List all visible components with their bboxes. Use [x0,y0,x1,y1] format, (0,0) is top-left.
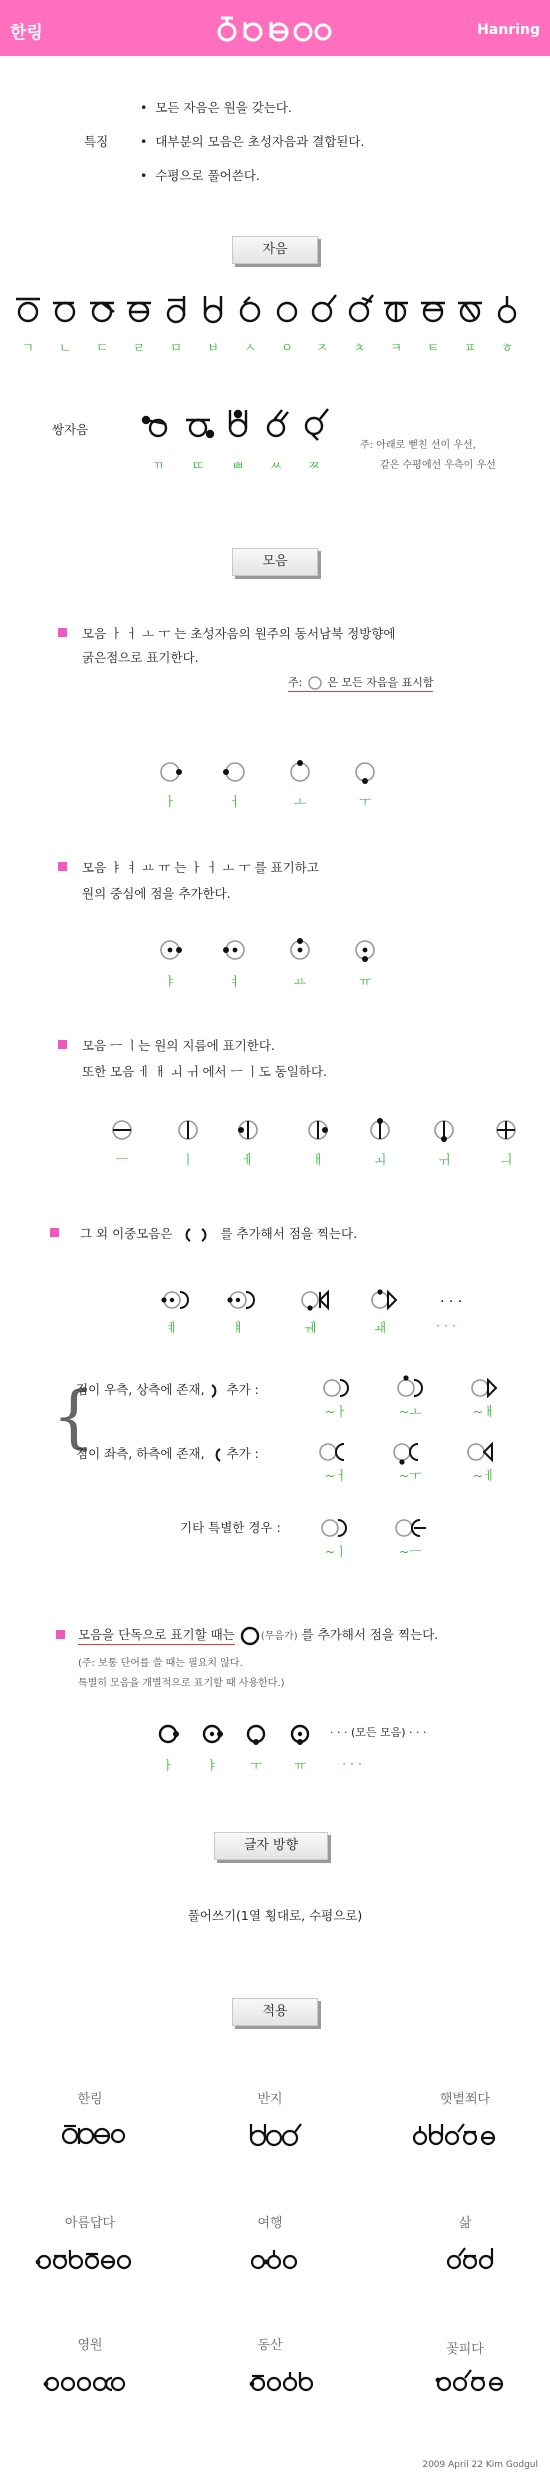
word-areumdapda-glyph [38,2250,130,2268]
consonant-p-glyph [458,303,482,321]
vowel-label: ~ㅗ [398,1404,422,1419]
double-consonant-label: 쌍자음 [52,422,89,437]
consonant-label: ㄹ [132,340,146,355]
consonant-label: ㅌ [426,340,440,355]
bullet-square [50,1228,59,1237]
double-label: ㅆ [269,458,283,473]
word-yeohaeng-glyph [252,2250,296,2268]
vowel-label: ㅕ [228,974,242,989]
empty-circle-icon [306,676,324,690]
word-label: 꽃피다 [446,2342,484,2357]
right-row-labels [316,1402,526,1420]
double-note-1: 주: 아래로 뻗친 선이 우선, [360,440,476,451]
vowel-label: ㅖ [165,1320,179,1335]
vowel-row-2-symbols [150,930,390,966]
double-d-glyph [186,420,213,437]
vowel-row-2-labels [150,972,390,990]
word-banji-glyph [251,2124,301,2145]
vowel-rule-2a: 모음 ㅑ ㅕ ㅛ ㅠ 는 ㅏ ㅓ ㅗ ㅜ 를 표기하고 [82,860,319,875]
hanring-logo-icon [215,8,335,48]
consonant-ng-glyph [278,303,296,321]
consonant-g-glyph [16,299,40,321]
section-consonants: 자음 [232,236,318,264]
consonant-m-glyph [168,296,184,322]
word-hanring-glyph [63,2126,124,2144]
word-dongsan-glyph [252,2372,312,2390]
right-rule-label: 점이 우측, 상측에 존재, 추가 : [76,1382,259,1397]
vowel-label: ㅠ [293,1758,307,1773]
vowel-label: ~ㅔ [472,1468,496,1483]
vowel-rule-5-note-1: (주: 보통 단어를 쓸 때는 필요치 않다. [78,1658,243,1669]
feature-item-2: • 대부분의 모음은 초성자음과 결합된다. [140,134,365,149]
double-b-glyph [230,410,246,436]
double-label: ㅉ [307,458,321,473]
vowel-label: ㅡ [115,1152,129,1167]
vowel-row-5-symbols [150,1716,350,1750]
double-note-2: 같은 수평에선 우측이 우선 [380,460,496,471]
consonant-label: ㅂ [206,340,220,355]
bullet-square [58,862,67,871]
word-glyphs-row-1 [0,2118,550,2152]
vowel-label: ㅔ [241,1152,255,1167]
vowel-rule-1b: 굵은점으로 표기한다. [82,650,199,665]
right-bracket-icon [209,1383,223,1399]
bracket-pair-icon [176,1226,216,1244]
special-label: 기타 특별한 경우 : [180,1520,281,1535]
double-label: ㅃ [231,458,245,473]
double-s-glyph [268,410,288,436]
vowel-label: ㅣ [181,1152,195,1167]
consonant-ch-glyph [350,295,373,321]
feature-item-1: • 모든 자음은 원을 갖는다. [140,100,292,115]
consonant-h-glyph [499,296,515,322]
left-row-symbols [316,1436,526,1466]
double-j-glyph [306,409,328,440]
vowel-rule-4: 그 외 이중모음은 를 추가해서 점을 찍는다. [80,1224,357,1244]
consonant-label: ㅅ [243,340,257,355]
left-row-labels [316,1466,526,1484]
vowel-label: ㅠ [358,974,372,989]
vowel-rule-5: 모음을 단독으로 표기할 때는 (무음가) 를 추가해서 점을 찍는다. [78,1625,438,1646]
vowel-label: ㅐ [311,1152,325,1167]
word-glyphs-row-3 [0,2366,550,2400]
footer-credit: 2009 April 22 Kim Godgul [422,2460,538,2470]
right-row-symbols [316,1372,526,1402]
consonant-label: ㄷ [95,340,109,355]
double-label: ㄲ [151,458,165,473]
consonant-label: ㄱ [21,340,35,355]
word-label: 삶 [458,2216,472,2231]
vowel-label: ㅗ [293,794,307,809]
section-application: 적용 [232,1998,318,2026]
vowel-label: ㅚ [373,1152,387,1167]
word-yeongwon-glyph [46,2378,124,2390]
word-sam-glyph [448,2248,492,2268]
vowel-label: ㅑ [163,974,177,989]
vowel-row-4-symbols [150,1280,480,1316]
bullet-square [58,628,67,637]
vowel-label: ㅓ [228,794,242,809]
vowel-label: ㅏ [161,1758,175,1773]
consonant-b-glyph [205,296,221,322]
left-rule-label: 점이 좌측, 하측에 존재, 추가 : [76,1446,259,1461]
vowel-rule-3a: 모음 ㅡ ㅣ는 원의 지름에 표기한다. [82,1038,275,1053]
vowel-label: · · · [436,1318,456,1333]
vowel-label: ~ㅡ [398,1544,422,1559]
more-dots: · · · [440,1294,463,1310]
section-direction: 글자 방향 [214,1832,328,1860]
vowel-label: ~ㅐ [472,1404,496,1419]
word-label: 여행 [257,2216,283,2231]
double-label: ㄸ [191,458,205,473]
special-row-labels [316,1542,456,1560]
vowel-rule-5-note-2: 특별히 모음을 개별적으로 표기할 때 사용한다.) [78,1678,285,1689]
feature-item-3: • 수평으로 풀어쓴다. [140,168,260,183]
vowel-row-4-labels [150,1318,480,1336]
vowel-label: ㅢ [499,1152,513,1167]
consonant-k-glyph [384,303,408,321]
consonant-symbols [14,290,534,330]
vowel-label: ㅞ [303,1320,317,1335]
bullet-square [58,1040,67,1049]
word-label: 햇볕쬐다 [439,2092,491,2107]
vowel-label: ㅟ [437,1152,451,1167]
left-bracket-icon [209,1447,223,1463]
consonant-n-glyph [53,303,74,321]
special-row-symbols [316,1512,456,1542]
double-g-glyph [143,417,166,436]
consonant-label: ㅊ [352,340,366,355]
vowel-row-3-symbols [100,1112,530,1148]
title-left: 한링 [10,23,43,43]
vowel-label: ㅙ [373,1320,387,1335]
vowel-label: ~ㅓ [324,1468,348,1483]
vowel-label: · · · [342,1756,362,1771]
vowel-rule-2b: 원의 중심에 점을 추가한다. [82,886,231,901]
vowel-row-1-labels [150,792,390,810]
vowel-label: ㅜ [358,794,372,809]
word-label: 영원 [77,2338,103,2353]
vowel-label: ㅛ [293,974,307,989]
consonant-t-glyph [421,303,445,321]
consonant-label: ㅋ [389,340,403,355]
consonant-label: ㅈ [315,340,329,355]
word-glyphs-row-2 [0,2244,550,2278]
word-haetbyeot-glyph [414,2124,494,2144]
features-label: 특징 [84,134,109,149]
vowel-note-1: 주: 은 모든 자음을 표시함 [288,674,433,690]
vowel-label: ~ㅏ [324,1404,348,1419]
consonant-d-glyph [90,303,114,321]
consonant-label: ㅁ [169,340,183,355]
silent-circle-icon [239,1626,261,1646]
direction-text: 풀어쓰기(1열 횡대로, 수평으로) [187,1908,363,1923]
consonant-s-glyph [241,297,259,321]
vowel-row-1-symbols [150,752,390,788]
double-consonant-symbols [138,404,338,444]
vowel-label: ~ㅜ [398,1468,422,1483]
vowel-rule-3b: 또한 모음 ㅔ ㅐ ㅚ ㅟ 에서 ㅡ ㅣ도 동일하다. [82,1064,328,1079]
consonant-label: ㄴ [58,340,72,355]
word-label: 한링 [77,2092,103,2107]
bullet-square [56,1630,65,1639]
title-right: Hanring [477,22,540,38]
consonant-j-glyph [313,295,336,321]
double-labels-row [138,456,338,474]
vowel-label: ㅑ [205,1758,219,1773]
vowel-label: ~ㅣ [324,1544,348,1559]
vowel-row-3-labels [100,1150,530,1168]
vowel-rule-1a: 모음 ㅏ ㅓ ㅗ ㅜ 는 초성자음의 원주의 동서남북 정방향에 [82,626,396,641]
section-vowels: 모음 [232,548,318,576]
word-label: 반지 [257,2092,283,2107]
consonant-r-glyph [127,303,151,321]
word-kkotpida-glyph [438,2370,502,2390]
header-bar [0,0,550,56]
all-vowels-note: · · · (모든 모음) · · · [330,1726,427,1739]
word-label: 아름답다 [64,2216,116,2231]
left-brace-icon: { [52,1378,96,1457]
consonant-label: ㅍ [463,340,477,355]
vowel-label: ㅜ [249,1758,263,1773]
consonant-label: ㅇ [280,340,294,355]
vowel-label: ㅒ [231,1320,245,1335]
word-label: 동산 [257,2338,283,2353]
vowel-row-5-labels [150,1756,380,1774]
vowel-label: ㅏ [163,794,177,809]
consonant-label: ㅎ [500,340,514,355]
consonant-labels-row [14,338,534,358]
